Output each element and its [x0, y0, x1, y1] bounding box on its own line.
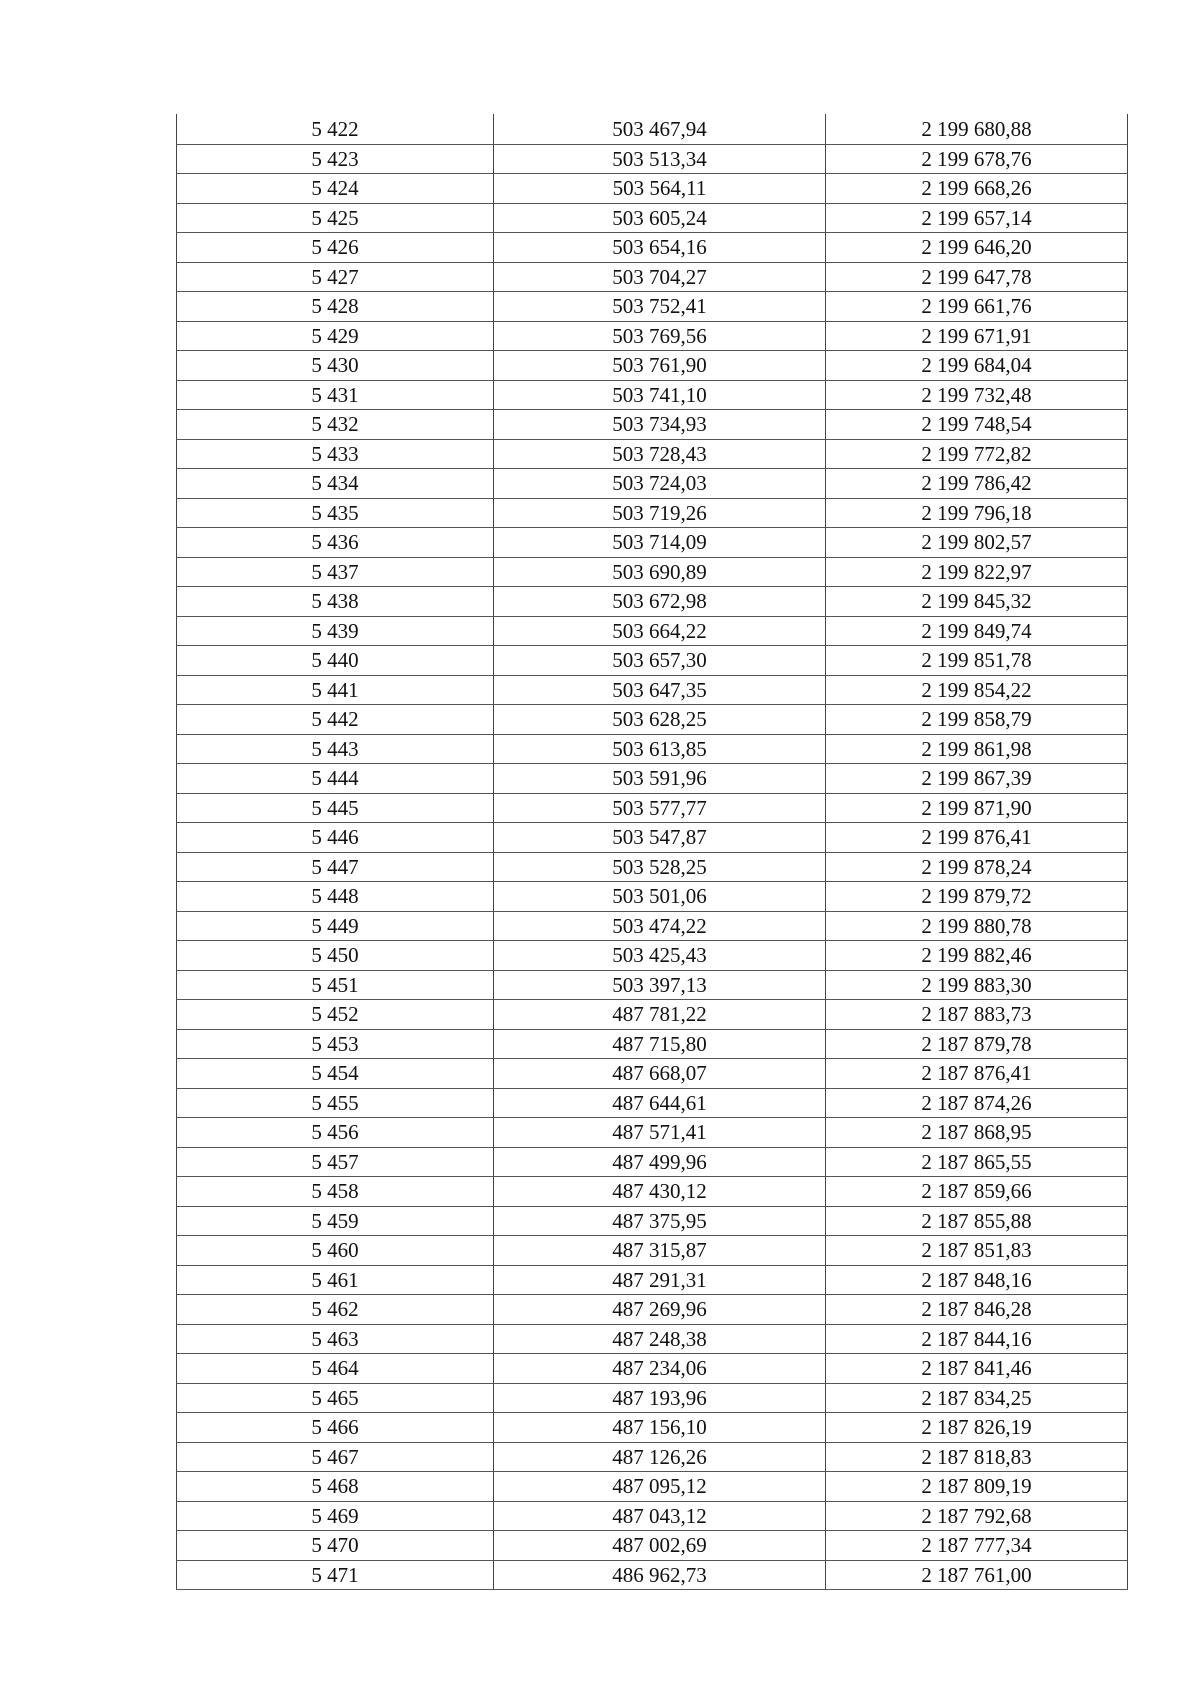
x-coordinate-cell: 503 672,98 [494, 587, 826, 617]
y-coordinate-cell: 2 199 802,57 [826, 528, 1128, 558]
y-coordinate-cell: 2 187 851,83 [826, 1236, 1128, 1266]
x-coordinate-cell: 487 781,22 [494, 1000, 826, 1030]
x-coordinate-cell: 503 769,56 [494, 321, 826, 351]
point-number-cell: 5 448 [177, 882, 494, 912]
table-row [177, 262, 1128, 292]
x-coordinate-cell: 503 752,41 [494, 292, 826, 322]
x-coordinate-cell: 503 657,30 [494, 646, 826, 676]
table-row [177, 793, 1128, 823]
x-coordinate-cell: 487 095,12 [494, 1472, 826, 1502]
x-coordinate-cell: 487 248,38 [494, 1324, 826, 1354]
y-coordinate-cell: 2 199 661,76 [826, 292, 1128, 322]
point-number-cell: 5 437 [177, 557, 494, 587]
y-coordinate-cell: 2 187 859,66 [826, 1177, 1128, 1207]
point-number-cell: 5 470 [177, 1531, 494, 1561]
table-row [177, 941, 1128, 971]
y-coordinate-cell: 2 187 761,00 [826, 1560, 1128, 1590]
y-coordinate-cell: 2 199 867,39 [826, 764, 1128, 794]
point-number-cell: 5 434 [177, 469, 494, 499]
x-coordinate-cell: 503 664,22 [494, 616, 826, 646]
table-row [177, 321, 1128, 351]
point-number-cell: 5 442 [177, 705, 494, 735]
y-coordinate-cell: 2 199 748,54 [826, 410, 1128, 440]
table-row [177, 1354, 1128, 1384]
table-row [177, 1206, 1128, 1236]
point-number-cell: 5 465 [177, 1383, 494, 1413]
point-number-cell: 5 428 [177, 292, 494, 322]
table-row [177, 1442, 1128, 1472]
point-number-cell: 5 461 [177, 1265, 494, 1295]
table-row [177, 705, 1128, 735]
table-row [177, 1472, 1128, 1502]
y-coordinate-cell: 2 187 818,83 [826, 1442, 1128, 1472]
table-row [177, 616, 1128, 646]
x-coordinate-cell: 487 430,12 [494, 1177, 826, 1207]
y-coordinate-cell: 2 187 792,68 [826, 1501, 1128, 1531]
y-coordinate-cell: 2 187 826,19 [826, 1413, 1128, 1443]
table-row [177, 144, 1128, 174]
table-row [177, 734, 1128, 764]
point-number-cell: 5 443 [177, 734, 494, 764]
table-row [177, 410, 1128, 440]
y-coordinate-cell: 2 187 777,34 [826, 1531, 1128, 1561]
y-coordinate-cell: 2 187 879,78 [826, 1029, 1128, 1059]
x-coordinate-cell: 503 714,09 [494, 528, 826, 558]
table-row [177, 1029, 1128, 1059]
table-row [177, 1531, 1128, 1561]
y-coordinate-cell: 2 199 861,98 [826, 734, 1128, 764]
x-coordinate-cell: 503 513,34 [494, 144, 826, 174]
point-number-cell: 5 462 [177, 1295, 494, 1325]
y-coordinate-cell: 2 199 772,82 [826, 439, 1128, 469]
table-row [177, 764, 1128, 794]
x-coordinate-cell: 503 704,27 [494, 262, 826, 292]
x-coordinate-cell: 487 499,96 [494, 1147, 826, 1177]
table-row [177, 203, 1128, 233]
point-number-cell: 5 459 [177, 1206, 494, 1236]
y-coordinate-cell: 2 187 874,26 [826, 1088, 1128, 1118]
x-coordinate-cell: 487 375,95 [494, 1206, 826, 1236]
table-row [177, 380, 1128, 410]
point-number-cell: 5 439 [177, 616, 494, 646]
table-row [177, 1383, 1128, 1413]
table-row [177, 1088, 1128, 1118]
table-row [177, 882, 1128, 912]
point-number-cell: 5 451 [177, 970, 494, 1000]
point-number-cell: 5 452 [177, 1000, 494, 1030]
y-coordinate-cell: 2 199 851,78 [826, 646, 1128, 676]
point-number-cell: 5 438 [177, 587, 494, 617]
y-coordinate-cell: 2 187 865,55 [826, 1147, 1128, 1177]
table-row [177, 498, 1128, 528]
x-coordinate-cell: 503 628,25 [494, 705, 826, 735]
point-number-cell: 5 469 [177, 1501, 494, 1531]
y-coordinate-cell: 2 199 854,22 [826, 675, 1128, 705]
table-row [177, 1177, 1128, 1207]
point-number-cell: 5 444 [177, 764, 494, 794]
table-row [177, 1413, 1128, 1443]
x-coordinate-cell: 503 728,43 [494, 439, 826, 469]
y-coordinate-cell: 2 187 876,41 [826, 1059, 1128, 1089]
table-row [177, 1059, 1128, 1089]
x-coordinate-cell: 503 528,25 [494, 852, 826, 882]
point-number-cell: 5 432 [177, 410, 494, 440]
point-number-cell: 5 454 [177, 1059, 494, 1089]
point-number-cell: 5 460 [177, 1236, 494, 1266]
table-row [177, 115, 1128, 145]
x-coordinate-cell: 503 547,87 [494, 823, 826, 853]
table-row [177, 1295, 1128, 1325]
x-coordinate-cell: 487 291,31 [494, 1265, 826, 1295]
x-coordinate-cell: 487 156,10 [494, 1413, 826, 1443]
y-coordinate-cell: 2 199 849,74 [826, 616, 1128, 646]
table-row [177, 970, 1128, 1000]
y-coordinate-cell: 2 199 684,04 [826, 351, 1128, 381]
point-number-cell: 5 431 [177, 380, 494, 410]
x-coordinate-cell: 487 715,80 [494, 1029, 826, 1059]
point-number-cell: 5 424 [177, 174, 494, 204]
x-coordinate-cell: 487 571,41 [494, 1118, 826, 1148]
point-number-cell: 5 436 [177, 528, 494, 558]
point-number-cell: 5 471 [177, 1560, 494, 1590]
y-coordinate-cell: 2 199 882,46 [826, 941, 1128, 971]
x-coordinate-cell: 503 719,26 [494, 498, 826, 528]
y-coordinate-cell: 2 187 844,16 [826, 1324, 1128, 1354]
y-coordinate-cell: 2 187 848,16 [826, 1265, 1128, 1295]
x-coordinate-cell: 503 577,77 [494, 793, 826, 823]
point-number-cell: 5 441 [177, 675, 494, 705]
table-row [177, 528, 1128, 558]
x-coordinate-cell: 487 002,69 [494, 1531, 826, 1561]
point-number-cell: 5 425 [177, 203, 494, 233]
x-coordinate-cell: 503 474,22 [494, 911, 826, 941]
point-number-cell: 5 446 [177, 823, 494, 853]
point-number-cell: 5 463 [177, 1324, 494, 1354]
y-coordinate-cell: 2 199 680,88 [826, 115, 1128, 145]
x-coordinate-cell: 503 724,03 [494, 469, 826, 499]
x-coordinate-cell: 503 467,94 [494, 115, 826, 145]
x-coordinate-cell: 503 564,11 [494, 174, 826, 204]
table-row [177, 1560, 1128, 1590]
y-coordinate-cell: 2 199 876,41 [826, 823, 1128, 853]
x-coordinate-cell: 503 397,13 [494, 970, 826, 1000]
point-number-cell: 5 468 [177, 1472, 494, 1502]
y-coordinate-cell: 2 187 883,73 [826, 1000, 1128, 1030]
y-coordinate-cell: 2 199 678,76 [826, 144, 1128, 174]
x-coordinate-cell: 503 761,90 [494, 351, 826, 381]
x-coordinate-cell: 486 962,73 [494, 1560, 826, 1590]
table-row [177, 646, 1128, 676]
table-row [177, 1236, 1128, 1266]
y-coordinate-cell: 2 199 646,20 [826, 233, 1128, 263]
x-coordinate-cell: 503 690,89 [494, 557, 826, 587]
x-coordinate-cell: 487 269,96 [494, 1295, 826, 1325]
x-coordinate-cell: 487 644,61 [494, 1088, 826, 1118]
table-row [177, 233, 1128, 263]
y-coordinate-cell: 2 199 845,32 [826, 587, 1128, 617]
y-coordinate-cell: 2 187 809,19 [826, 1472, 1128, 1502]
point-number-cell: 5 427 [177, 262, 494, 292]
table-row [177, 1147, 1128, 1177]
x-coordinate-cell: 503 654,16 [494, 233, 826, 263]
y-coordinate-cell: 2 199 871,90 [826, 793, 1128, 823]
x-coordinate-cell: 503 734,93 [494, 410, 826, 440]
coordinates-table [176, 114, 1128, 1590]
point-number-cell: 5 440 [177, 646, 494, 676]
y-coordinate-cell: 2 199 796,18 [826, 498, 1128, 528]
point-number-cell: 5 429 [177, 321, 494, 351]
table-row [177, 587, 1128, 617]
y-coordinate-cell: 2 199 879,72 [826, 882, 1128, 912]
x-coordinate-cell: 487 315,87 [494, 1236, 826, 1266]
x-coordinate-cell: 487 043,12 [494, 1501, 826, 1531]
table-row [177, 852, 1128, 882]
table-row [177, 1265, 1128, 1295]
y-coordinate-cell: 2 187 841,46 [826, 1354, 1128, 1384]
table-row [177, 292, 1128, 322]
point-number-cell: 5 430 [177, 351, 494, 381]
y-coordinate-cell: 2 187 834,25 [826, 1383, 1128, 1413]
x-coordinate-cell: 503 591,96 [494, 764, 826, 794]
table-row [177, 439, 1128, 469]
y-coordinate-cell: 2 199 883,30 [826, 970, 1128, 1000]
point-number-cell: 5 449 [177, 911, 494, 941]
y-coordinate-cell: 2 199 671,91 [826, 321, 1128, 351]
x-coordinate-cell: 487 234,06 [494, 1354, 826, 1384]
point-number-cell: 5 433 [177, 439, 494, 469]
x-coordinate-cell: 487 193,96 [494, 1383, 826, 1413]
point-number-cell: 5 456 [177, 1118, 494, 1148]
table-row [177, 675, 1128, 705]
y-coordinate-cell: 2 199 880,78 [826, 911, 1128, 941]
x-coordinate-cell: 503 605,24 [494, 203, 826, 233]
point-number-cell: 5 423 [177, 144, 494, 174]
y-coordinate-cell: 2 187 855,88 [826, 1206, 1128, 1236]
y-coordinate-cell: 2 199 647,78 [826, 262, 1128, 292]
point-number-cell: 5 445 [177, 793, 494, 823]
y-coordinate-cell: 2 187 868,95 [826, 1118, 1128, 1148]
y-coordinate-cell: 2 199 786,42 [826, 469, 1128, 499]
x-coordinate-cell: 503 647,35 [494, 675, 826, 705]
y-coordinate-cell: 2 199 878,24 [826, 852, 1128, 882]
point-number-cell: 5 466 [177, 1413, 494, 1443]
table-row [177, 557, 1128, 587]
point-number-cell: 5 457 [177, 1147, 494, 1177]
y-coordinate-cell: 2 199 657,14 [826, 203, 1128, 233]
y-coordinate-cell: 2 187 846,28 [826, 1295, 1128, 1325]
table-row [177, 1118, 1128, 1148]
point-number-cell: 5 435 [177, 498, 494, 528]
table-row [177, 823, 1128, 853]
point-number-cell: 5 467 [177, 1442, 494, 1472]
table-row [177, 911, 1128, 941]
x-coordinate-cell: 503 425,43 [494, 941, 826, 971]
table-row [177, 1501, 1128, 1531]
x-coordinate-cell: 503 501,06 [494, 882, 826, 912]
point-number-cell: 5 447 [177, 852, 494, 882]
point-number-cell: 5 455 [177, 1088, 494, 1118]
point-number-cell: 5 426 [177, 233, 494, 263]
table-row [177, 174, 1128, 204]
x-coordinate-cell: 503 741,10 [494, 380, 826, 410]
x-coordinate-cell: 487 668,07 [494, 1059, 826, 1089]
table-row [177, 351, 1128, 381]
y-coordinate-cell: 2 199 732,48 [826, 380, 1128, 410]
coordinates-table-body [177, 115, 1128, 1590]
x-coordinate-cell: 487 126,26 [494, 1442, 826, 1472]
y-coordinate-cell: 2 199 822,97 [826, 557, 1128, 587]
table-row [177, 1000, 1128, 1030]
point-number-cell: 5 464 [177, 1354, 494, 1384]
y-coordinate-cell: 2 199 858,79 [826, 705, 1128, 735]
y-coordinate-cell: 2 199 668,26 [826, 174, 1128, 204]
point-number-cell: 5 453 [177, 1029, 494, 1059]
point-number-cell: 5 450 [177, 941, 494, 971]
table-row [177, 469, 1128, 499]
x-coordinate-cell: 503 613,85 [494, 734, 826, 764]
point-number-cell: 5 458 [177, 1177, 494, 1207]
point-number-cell: 5 422 [177, 115, 494, 145]
table-row [177, 1324, 1128, 1354]
